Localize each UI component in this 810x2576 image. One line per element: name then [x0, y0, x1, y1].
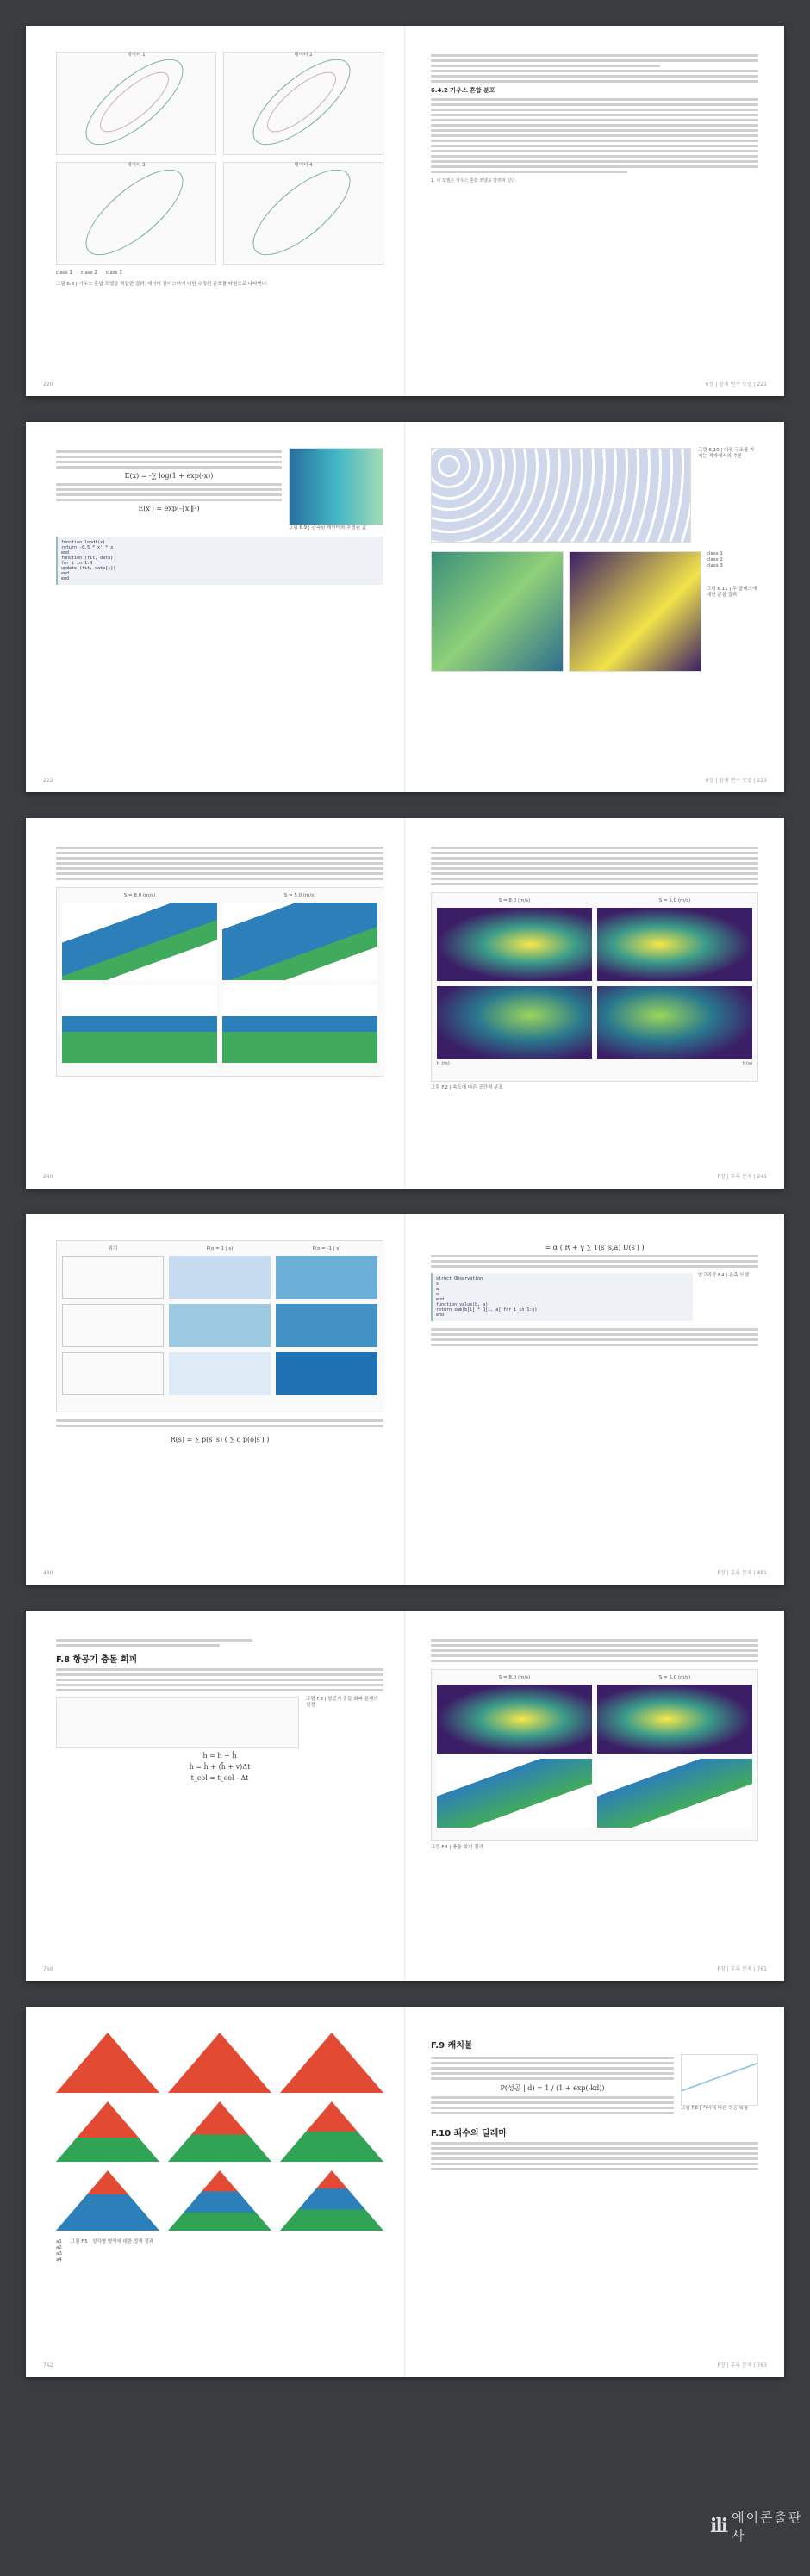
right-page	[431, 1636, 758, 1851]
section-heading: F.10 죄수의 딜레마	[431, 2129, 507, 2138]
spread-6	[26, 2007, 784, 2377]
code-block: struct Observation s a o end function value(b, a) return sum(b[i] * Q[i, a] for i in 1:n) end	[431, 1273, 693, 1321]
left-page	[56, 2033, 383, 2263]
section-heading: 6.4.2 가우스 혼합 분포	[431, 87, 495, 94]
equation: = α ( R + γ ∑ T(s′|s,a) U(s′) )	[545, 1244, 645, 1251]
panel-title: S = 5.0 (m/s)	[284, 893, 316, 898]
page-number: 760	[43, 1966, 53, 1972]
scatter-panel-4	[223, 162, 383, 265]
left-page	[56, 52, 383, 288]
spread-3	[26, 818, 784, 1189]
page-number: F장 | 부록 문제 | 481	[717, 1570, 767, 1576]
publisher-brand	[710, 2508, 810, 2544]
page-number: 6장 | 잠재 변수 모델 | 221	[705, 382, 767, 388]
spread-2	[26, 422, 784, 792]
panel-title: 위치	[108, 1246, 118, 1251]
figure-caption: 그림 F.4 | 충돌 회피 결과	[431, 1845, 483, 1850]
panel-title: S = 8.0 (m/s)	[498, 1675, 531, 1680]
left-page	[56, 844, 383, 1077]
density-figure	[431, 892, 758, 1082]
page-number: 762	[43, 2362, 53, 2368]
equation: P(성공 | d) = 1 / (1 + exp(-kd))	[500, 2084, 605, 2092]
right-page	[431, 448, 758, 672]
panel-title: S = 5.0 (m/s)	[658, 898, 691, 903]
policy-figure	[56, 887, 383, 1077]
right-page	[431, 1240, 758, 1349]
equation: t_col = t_col - Δt	[190, 1774, 249, 1782]
figure-caption: 그림 F.2 | 속도에 따른 공간적 분포	[431, 1085, 503, 1090]
equation: h = h + ḣ	[202, 1752, 237, 1760]
legend	[56, 270, 383, 276]
page-number: F장 | 부록 문제 | 241	[717, 1174, 767, 1180]
page-number: 220	[43, 382, 53, 388]
section-heading: F.8 항공기 충돌 회피	[56, 1655, 138, 1665]
legend-item: a3	[56, 2251, 62, 2256]
page-number: 222	[43, 778, 53, 784]
panel-title: P(o = 1 | s)	[206, 1246, 234, 1251]
legend-item: a1	[56, 2239, 62, 2244]
axis-label: t (s)	[742, 1061, 752, 1066]
legend-item: a4	[56, 2257, 62, 2263]
legend-item: class 1	[56, 270, 72, 276]
spread-5	[26, 1611, 784, 1981]
page-number: 240	[43, 1174, 53, 1180]
triangle-3	[280, 2033, 383, 2093]
triangle-4	[56, 2101, 159, 2162]
heatmap-left	[431, 551, 564, 672]
panel-title: S = 8.0 (m/s)	[498, 898, 531, 903]
equation: ḣ = ḣ + (ḧ + v)Δt	[189, 1763, 251, 1771]
aircraft-diagram	[56, 1697, 299, 1748]
legend-item: class 1	[707, 551, 723, 556]
heatmap-right	[569, 551, 701, 672]
equation: E(x) = -∑ log(1 + exp(-x))	[124, 472, 214, 480]
triangle-6	[280, 2101, 383, 2162]
margin-note: 1. 이 모델은 가우스 혼합 모델로 알려져 있다.	[431, 178, 517, 183]
triangle-9	[280, 2170, 383, 2231]
axis-label: h (m)	[437, 1061, 450, 1066]
left-page	[56, 448, 383, 585]
figure-caption: 알고리즘 F.4 | 관측 모델	[698, 1273, 749, 1278]
legend-item: class 3	[105, 270, 122, 276]
figure-caption: 그림 F.6 | 거리에 따른 성공 확률	[681, 2106, 749, 2111]
right-page	[431, 844, 758, 1091]
right-page	[431, 2033, 758, 2173]
grid-figure	[289, 448, 383, 525]
panel-title: 데이터 1	[127, 53, 146, 58]
equation: R(s) = ∑ p(s′|s) ( ∑ o p(o|s′) )	[170, 1436, 270, 1443]
publisher-name: 에이콘출판사	[732, 2510, 803, 2543]
spread-1	[26, 26, 784, 396]
collision-figure	[431, 1669, 758, 1841]
panel-title: S = 8.0 (m/s)	[123, 893, 156, 898]
figure-caption: 그림 6.11 | 두 클래스에 대한 분할 결과	[707, 587, 757, 598]
left-page	[56, 1636, 383, 1785]
left-page	[56, 1240, 383, 1447]
probability-curve	[681, 2054, 758, 2106]
legend	[56, 2239, 62, 2263]
panel-title: 데이터 4	[294, 163, 313, 168]
page-number: 6장 | 잠재 변수 모델 | 223	[705, 778, 767, 784]
figure-caption: 그림 6.9 | 관측된 데이터와 추정된 값	[289, 525, 367, 531]
scatter-panel-3	[56, 162, 216, 265]
panel-title: 데이터 3	[127, 163, 146, 168]
right-page	[431, 52, 758, 183]
panel-title: S = 5.0 (m/s)	[658, 1675, 691, 1680]
triangle-7	[56, 2170, 159, 2231]
figure-caption: 그림 F.5 | 삼각형 영역에 대한 정책 결과	[70, 2239, 153, 2244]
code-block: function lnpdf(x) return -0.5 * x' * x end function (fit, data) for i in 1:N update!(fit, data[i]) end end	[56, 537, 383, 585]
page-number: 480	[43, 1570, 53, 1576]
legend-item: class 2	[707, 557, 723, 562]
figure-caption: 그림 F.3 | 항공기 충돌 회피 문제의 설정	[306, 1697, 378, 1708]
scatter-panel-2	[223, 52, 383, 155]
section-heading: F.9 캐치볼	[431, 2041, 473, 2051]
triangle-1	[56, 2033, 159, 2093]
triangle-2	[168, 2033, 271, 2093]
panel-title: P(o = -1 | s)	[312, 1246, 341, 1251]
panel-title: 데이터 2	[294, 53, 313, 58]
page-number: F장 | 부록 문제 | 761	[717, 1966, 767, 1972]
triangle-5	[168, 2101, 271, 2162]
publisher-logo: ili	[710, 2515, 727, 2537]
legend-item: a2	[56, 2245, 62, 2250]
triangle-8	[168, 2170, 271, 2231]
hex-grid-figure	[431, 448, 691, 543]
legend-item: class 2	[80, 270, 97, 276]
figure-caption: 그림 6.10 | 이웃 구조를 가지는 격자에서의 추론	[698, 448, 755, 459]
observation-figure	[56, 1240, 383, 1412]
spread-4	[26, 1214, 784, 1585]
scatter-panel-1	[56, 52, 216, 155]
equation: E(x′) = exp(-‖x′‖²)	[138, 505, 200, 512]
figure-caption: 그림 6.8 | 가우스 혼합 모델을 적합한 결과. 데이터 클러스터에 대한 추정된 분포를 타원으로 나타낸다.	[56, 282, 268, 287]
page-number: F장 | 부록 문제 | 763	[717, 2362, 767, 2368]
legend-item: class 3	[707, 563, 723, 568]
